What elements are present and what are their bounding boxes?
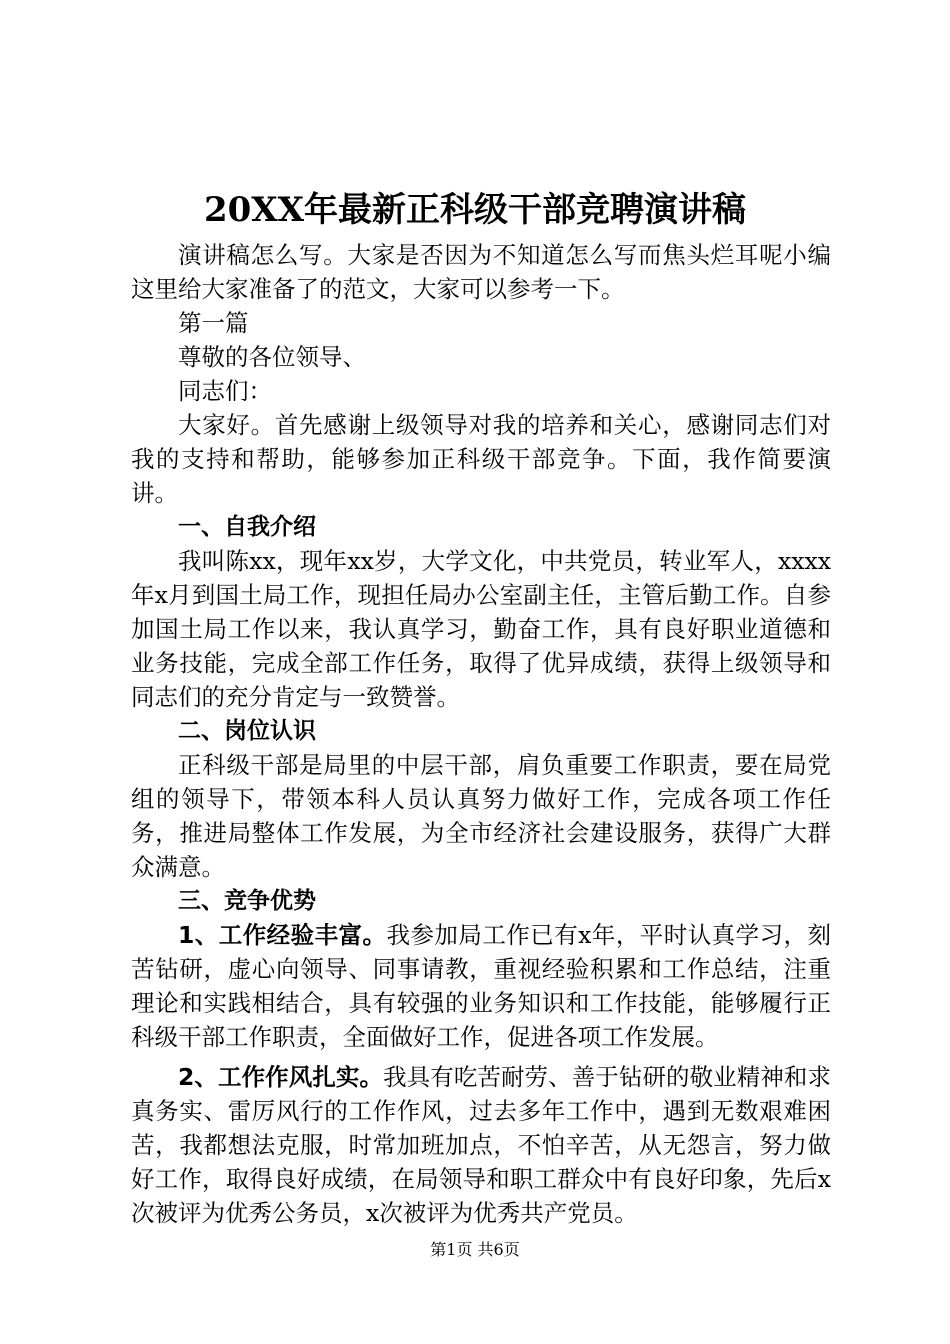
- salutation-line-2: 同志们：: [178, 377, 272, 405]
- section-heading-position: 二、岗位认识: [178, 718, 316, 744]
- intro-paragraph: 演讲稿怎么写。大家是否因为不知道怎么写而焦头烂耳呢小编这里给大家准备了的范文，大家可以参考一下。: [131, 241, 831, 303]
- advantage-item-2-text: 我具有吃苦耐劳、善于钻研的敬业精神和求真务实、雷厉风行的工作作风，过去多年工作中，遇到无数艰难困苦，我都想法克服，时常加班加点，不怕辛苦，从无怨言，努力做好工作，取得良好成绩，在局领导和职工群众中有良好印象，先后x次被评为优秀公务员，x次被评为优秀共产党员。: [131, 1063, 832, 1227]
- advantage-item-1-text: 我参加局工作已有x年，平时认真学习，刻苦钻研，虚心向领导、同事请教，重视经验积累和工作总结，注重理论和实践相结合，具有较强的业务知识和工作技能，能够履行正科级干部工作职责，全面做好工作，促进各项工作发展。: [131, 921, 831, 1051]
- section-heading-advantages: 三、竞争优势: [178, 888, 316, 914]
- page-footer: 第1页 共6页: [430, 1240, 520, 1259]
- advantage-item-1: [131, 918, 831, 1054]
- section-text-position: 正科级干部是局里的中层干部，肩负重要工作职责，要在局党组的领导下，带领本科人员认真努力做好工作，完成各项工作任务，推进局整体工作发展，为全市经济社会建设服务，获得广大群众满意。: [131, 751, 831, 881]
- salutation-line-1: 尊敬的各位领导、: [178, 343, 366, 371]
- section-text-self-intro: 我叫陈xx，现年xx岁，大学文化，中共党员，转业军人，xxxx年x月到国土局工作，现担任局办公室副主任，主管后勤工作。自参加国土局工作以来，我认真学习，勤奋工作，具有良好职业道德和业务技能，完成全部工作任务，取得了优异成绩，获得上级领导和同志们的充分肯定与一致赞誉。: [131, 547, 831, 711]
- advantage-item-1-lead: 1、工作经验丰富。: [178, 921, 387, 949]
- section-heading-self-intro: 一、自我介绍: [178, 514, 316, 540]
- advantage-item-2: [131, 1060, 831, 1230]
- document-title: 20XX年最新正科级干部竞聘演讲稿: [203, 190, 747, 230]
- advantage-item-2-lead: 2、工作作风扎实。: [178, 1063, 384, 1091]
- document-body: [131, 238, 831, 1230]
- part-label: 第一篇: [178, 309, 249, 337]
- opening-paragraph: 大家好。首先感谢上级领导对我的培养和关心，感谢同志们对我的支持和帮助，能够参加正科级干部竞争。下面，我作简要演讲。: [131, 411, 831, 507]
